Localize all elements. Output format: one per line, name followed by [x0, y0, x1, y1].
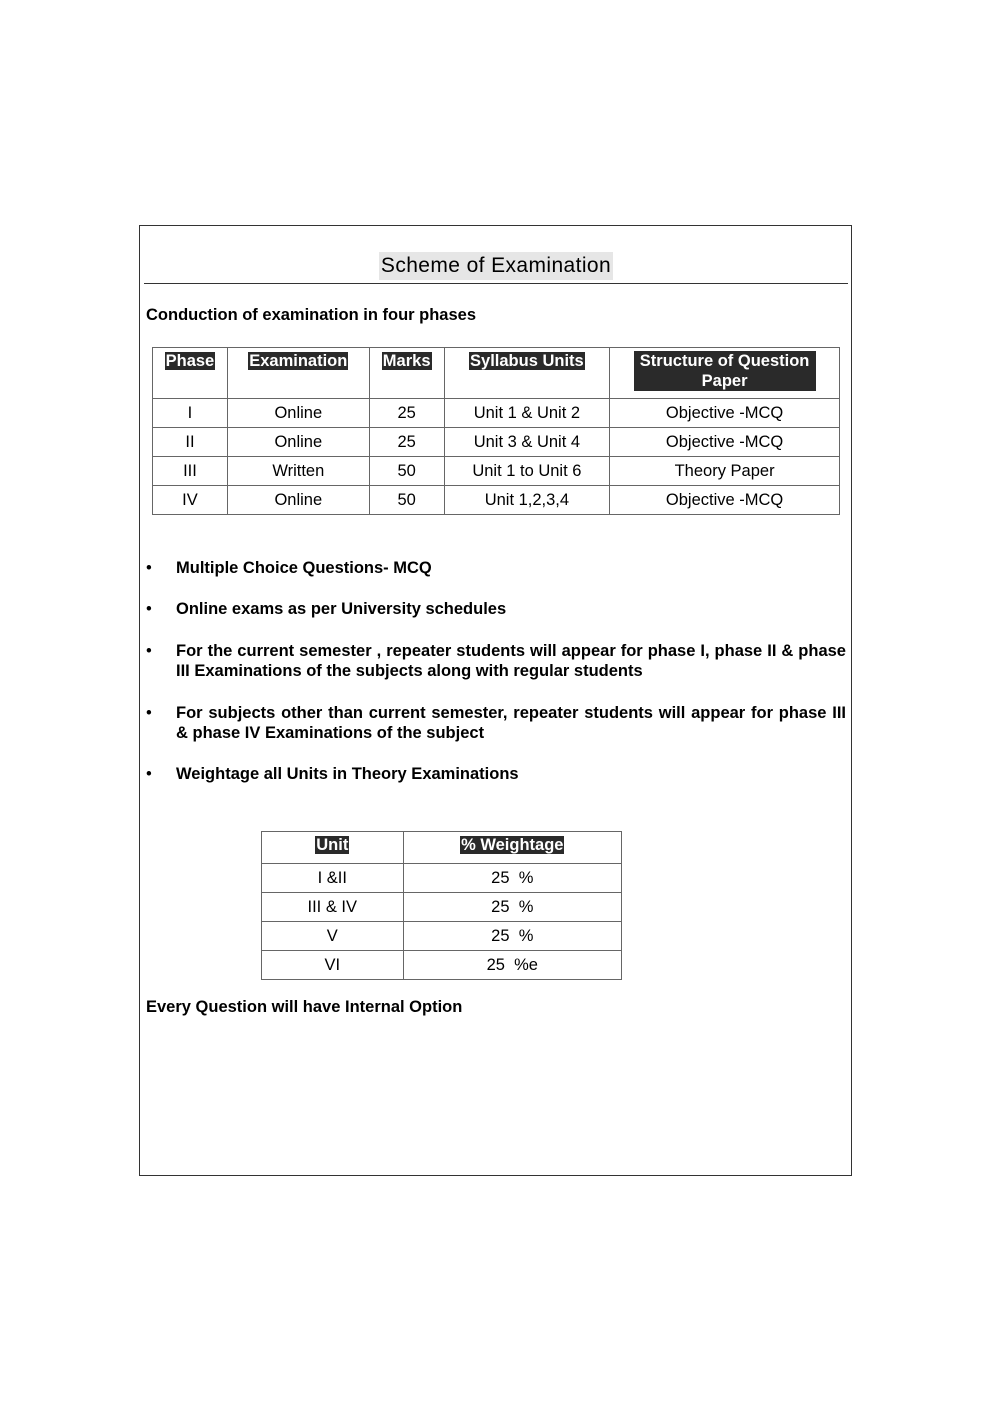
table-cell: Unit 1 & Unit 2: [444, 399, 610, 428]
bullet-dot-icon: •: [146, 600, 152, 618]
table-row: [262, 951, 622, 980]
table-cell: 25 %: [403, 922, 621, 951]
bullet-list: [146, 558, 846, 784]
phase-table-header-row: [153, 348, 840, 399]
table-cell: Unit 1,2,3,4: [444, 486, 610, 515]
list-item: [146, 599, 846, 619]
table-cell: VI: [262, 951, 404, 980]
list-item-text: For subjects other than current semester, repeater students will appear for phase III & phase IV Examinations of the subject: [176, 704, 846, 742]
table-cell: Objective -MCQ: [610, 428, 840, 457]
table-cell: V: [262, 922, 404, 951]
table-cell: Unit 1 to Unit 6: [444, 457, 610, 486]
list-item: [146, 764, 846, 784]
footer-note: Every Question will have Internal Option: [146, 998, 463, 1016]
list-item-text: For the current semester , repeater students will appear for phase I, phase II & phase III Examinations of the subjects along with regular students: [176, 642, 846, 680]
table-cell: Online: [227, 486, 369, 515]
header-examination: Examination: [227, 348, 369, 399]
header-marks: Marks: [369, 348, 444, 399]
table-cell: Unit 3 & Unit 4: [444, 428, 610, 457]
weightage-table-header-row: [262, 832, 622, 864]
table-row: [153, 428, 840, 457]
table-row: [262, 893, 622, 922]
table-cell: 25 %e: [403, 951, 621, 980]
list-item-text: Online exams as per University schedules: [176, 600, 507, 618]
table-cell: Written: [227, 457, 369, 486]
header-structure: Structure of Question Paper: [610, 348, 840, 399]
header-syllabus-units: Syllabus Units: [444, 348, 610, 399]
table-cell: 25: [369, 428, 444, 457]
table-cell: Objective -MCQ: [610, 486, 840, 515]
table-cell: Online: [227, 399, 369, 428]
bullet-dot-icon: •: [146, 765, 152, 783]
table-cell: IV: [153, 486, 228, 515]
table-cell: Online: [227, 428, 369, 457]
table-cell: 25 %: [403, 864, 621, 893]
list-item: [146, 641, 846, 681]
table-cell: I: [153, 399, 228, 428]
table-cell: II: [153, 428, 228, 457]
table-row: [153, 399, 840, 428]
header-phase: Phase: [153, 348, 228, 399]
table-cell: I &II: [262, 864, 404, 893]
page-title: Scheme of Examination: [379, 252, 613, 280]
list-item-text: Weightage all Units in Theory Examinations: [176, 765, 519, 783]
phase-table: [152, 347, 840, 515]
weightage-table: [261, 831, 622, 980]
table-cell: Objective -MCQ: [610, 399, 840, 428]
bullet-dot-icon: •: [146, 642, 152, 660]
table-cell: 25 %: [403, 893, 621, 922]
table-row: [153, 486, 840, 515]
table-cell: 25: [369, 399, 444, 428]
table-cell: 50: [369, 457, 444, 486]
table-row: [262, 922, 622, 951]
header-unit: Unit: [262, 832, 404, 864]
title-bar: [144, 252, 848, 284]
list-item: [146, 558, 846, 578]
bullet-dot-icon: •: [146, 559, 152, 577]
list-item-text: Multiple Choice Questions- MCQ: [176, 559, 432, 577]
table-cell: III: [153, 457, 228, 486]
list-item: [146, 703, 846, 743]
table-row: [153, 457, 840, 486]
table-cell: III & IV: [262, 893, 404, 922]
section-subtitle: Conduction of examination in four phases: [146, 306, 477, 324]
table-cell: 50: [369, 486, 444, 515]
bullet-dot-icon: •: [146, 704, 152, 722]
table-cell: Theory Paper: [610, 457, 840, 486]
header-weightage: % Weightage: [403, 832, 621, 864]
table-row: [262, 864, 622, 893]
